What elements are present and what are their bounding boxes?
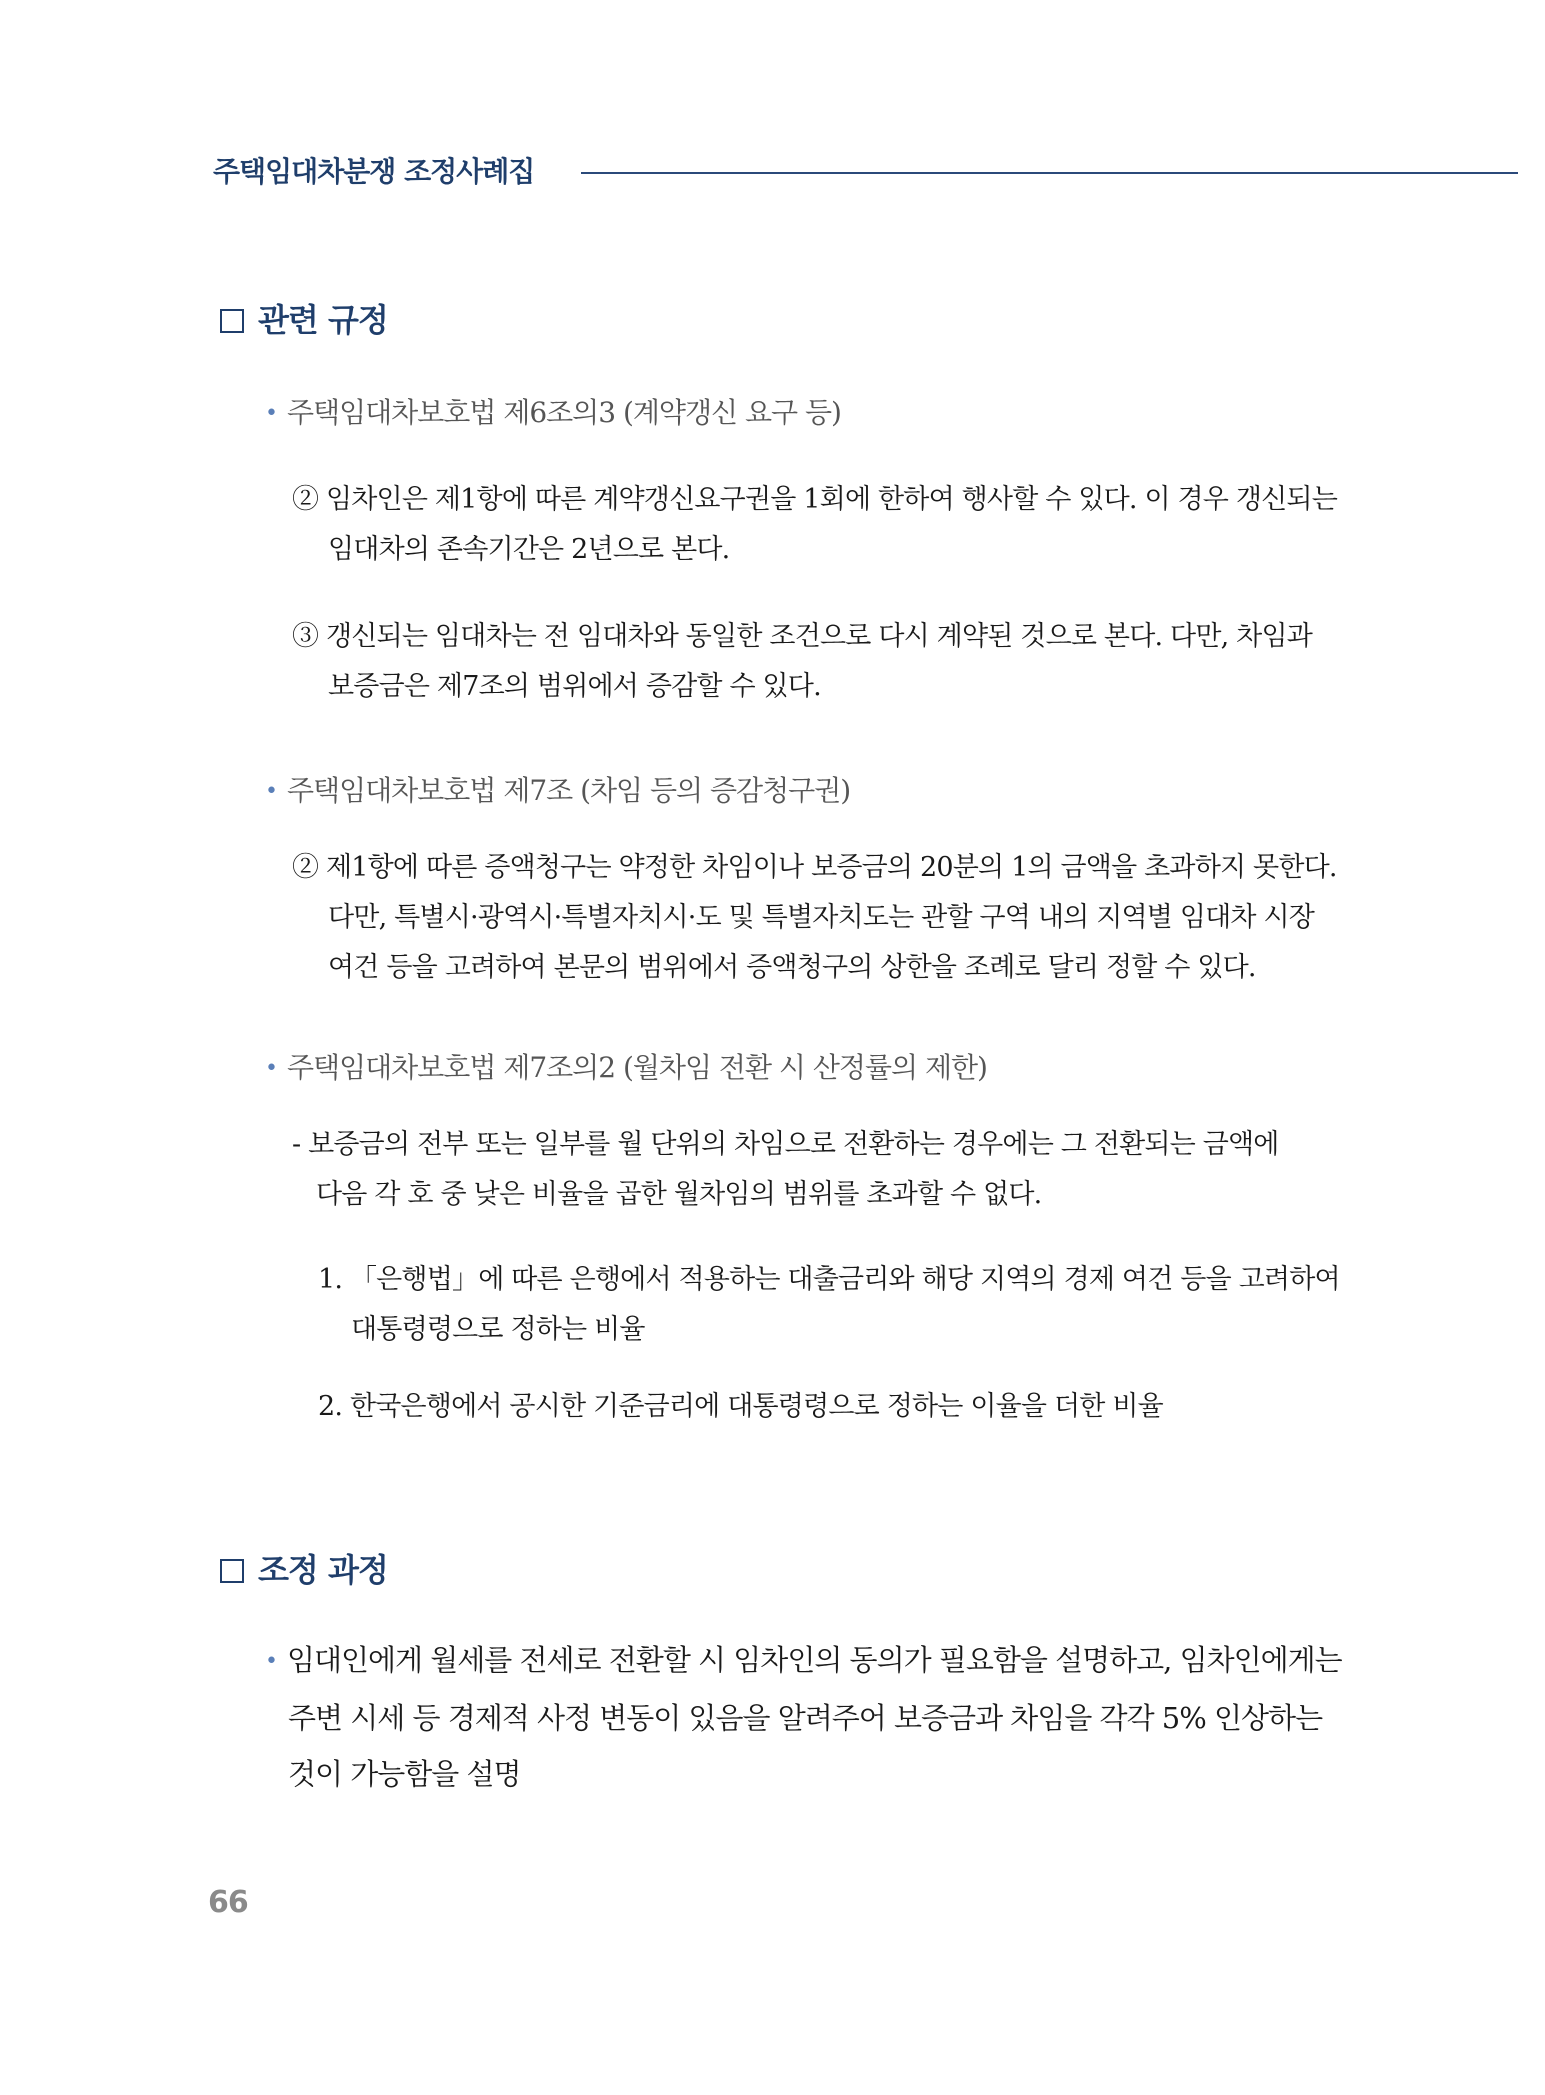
- page-number: 66: [208, 1885, 248, 1920]
- bullet-icon: •: [265, 1056, 277, 1081]
- section-heading-related-rules: 관련 규정: [220, 298, 388, 342]
- header-rule: [581, 172, 1518, 174]
- checkbox-square-icon: [220, 309, 244, 333]
- section-heading-mediation-process: 조정 과정: [220, 1548, 388, 1592]
- rule-paragraph-7-2-main: - 보증금의 전부 또는 일부를 월 단위의 차임으로 전환하는 경우에는 그 전환되는 금액에 다음 각 호 중 낮은 비율을 곱한 월차임의 범위를 초과할 수 없다.: [292, 1129, 1279, 1210]
- mediation-process-text: • 임대인에게 월세를 전세로 전환할 시 임차인의 동의가 필요함을 설명하고, 임차인에게는 주변 시세 등 경제적 사정 변동이 있음을 알려주어 보증금과 차임을 각각 5% 인상하는 것이 가능함을 설명: [265, 1643, 1342, 1791]
- rule-paragraph-7-2: ② 제1항에 따른 증액청구는 약정한 차임이나 보증금의 20분의 1의 금액을 초과하지 못한다. 다만, 특별시·광역시·특별자치시·도 및 특별자치도는 관할 구역 내의 지역별 임대차 시장 여건 등을 고려하여 본문의 범위에서 증액청구의 상한을 조례로 달리 정할 수 있다.: [292, 852, 1337, 983]
- running-header: [213, 152, 1518, 202]
- bullet-icon: •: [265, 779, 277, 804]
- bullet-icon: •: [265, 1649, 277, 1674]
- rule-paragraph-6-3-2: ② 임차인은 제1항에 따른 계약갱신요구권을 1회에 한하여 행사할 수 있다. 이 경우 갱신되는 임대차의 존속기간은 2년으로 본다.: [292, 484, 1337, 565]
- bullet-icon: •: [265, 401, 277, 426]
- header-title: 주택임대차분쟁 조정사례집: [213, 155, 535, 188]
- rule-title-7: • 주택임대차보호법 제7조 (차임 등의 증감청구권): [265, 774, 851, 807]
- rule-paragraph-6-3-3: ③ 갱신되는 임대차는 전 임대차와 동일한 조건으로 다시 계약된 것으로 본다. 다만, 차임과 보증금은 제7조의 범위에서 증감할 수 있다.: [292, 621, 1313, 702]
- rule-title-6-3: • 주택임대차보호법 제6조의3 (계약갱신 요구 등): [265, 396, 841, 429]
- rule-title-7-2: • 주택임대차보호법 제7조의2 (월차임 전환 시 산정률의 제한): [265, 1051, 987, 1084]
- rule-item-7-2-2: 2. 한국은행에서 공시한 기준금리에 대통령령으로 정하는 이율을 더한 비율: [318, 1391, 1163, 1422]
- rule-item-7-2-1: 1. 「은행법」에 따른 은행에서 적용하는 대출금리와 해당 지역의 경제 여건 등을 고려하여 대통령령으로 정하는 비율: [318, 1264, 1340, 1345]
- checkbox-square-icon: [220, 1559, 244, 1583]
